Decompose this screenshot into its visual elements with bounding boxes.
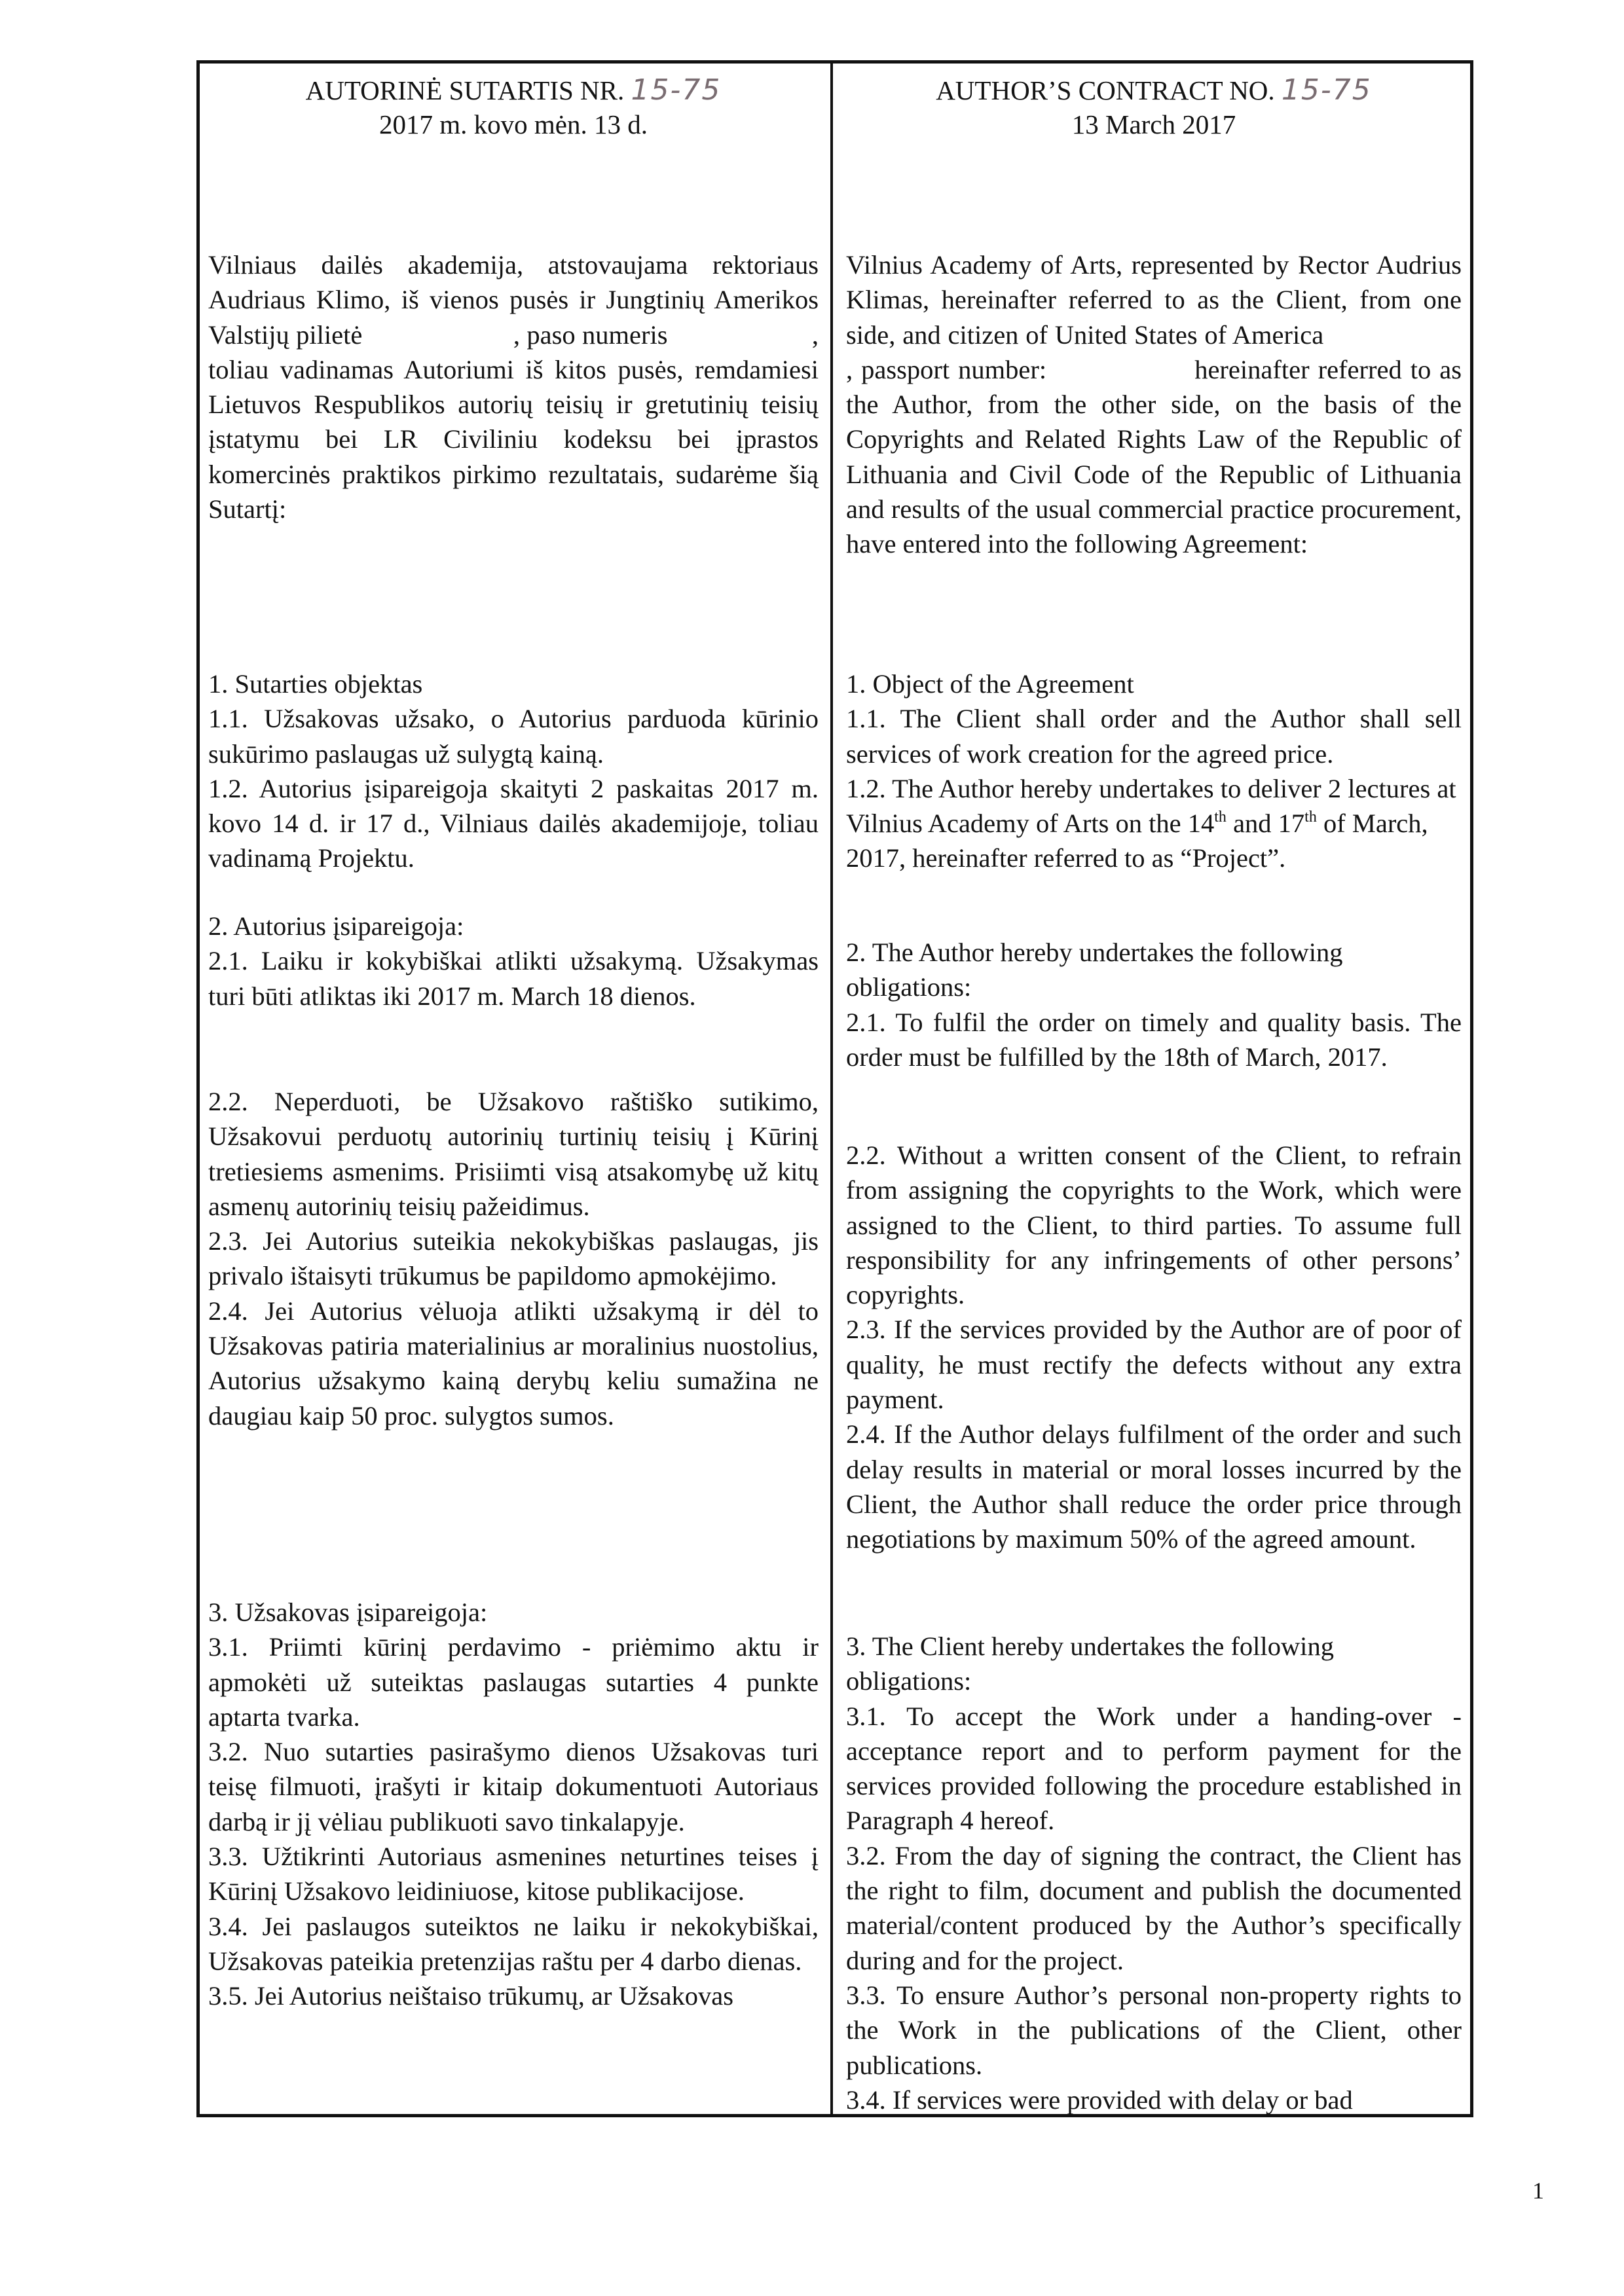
- left-intro: [208, 247, 819, 526]
- left-handwritten-number: 15-75: [631, 73, 722, 107]
- right-intro-part1: Vilnius Academy of Arts, represented by Rector Audrius Klimas, hereinafter referred to as the Client, from one side, and citizen of United States of America: [846, 250, 1462, 350]
- clause: 1.2. Autorius įsipareigoja skaityti 2 paskaitas 2017 m. kovo 14 d. ir 17 d., Vilniaus dailės akademijoje, toliau vadinamą Projektu.: [208, 773, 819, 873]
- clause: 3.4. If services were provided with delay or bad: [846, 2085, 1353, 2115]
- right-intro-part2: , passport number:: [846, 354, 1047, 384]
- clause: 2.2. Without a written consent of the Client, to refrain from assigning the copyrights to the Work, which were assigned to the Client, to third parties. To assume full responsibility for any infringements of other persons’ copyrights.: [846, 1140, 1462, 1310]
- clause: 3.5. Jei Autorius neištaiso trūkumų, ar Užsakovas: [208, 1981, 734, 2011]
- page-number: 1: [1532, 2178, 1544, 2204]
- clause: 2.1. Laiku ir kokybiškai atlikti užsakymą. Užsakymas turi būti atliktas iki 2017 m. March 18 dienos.: [208, 946, 819, 1011]
- clause: 2.2. Neperduoti, be Užsakovo raštiško sutikimo, Užsakovui perduotų autorinių turtinių teisių į Kūrinį tretiesiems asmenims. Prisiimti visą atsakomybę už kitų asmenų autorinių teisių pažeidimus.: [208, 1087, 819, 1221]
- clause: 3.2. From the day of signing the contract, the Client has the right to film, document and publish the documented material/content produced by the Author’s specifically during and for the project.: [846, 1840, 1462, 1975]
- section-heading: 2. The Author hereby undertakes the following obligations:: [846, 938, 1343, 1002]
- right-contract-date: 13 March 2017: [1071, 109, 1236, 139]
- clause: 1.1. Užsakovas užsako, o Autorius parduoda kūrinio sukūrimo paslaugas už sulygtą kainą.: [208, 704, 819, 769]
- clause-text: 1.2. The Author hereby undertakes to deliver 2 lectures at Vilnius Academy of Arts on the 14: [846, 773, 1456, 839]
- clause: 2.1. To fulfil the order on timely and quality basis. The order must be fulfilled by the 18th of March, 2017.: [846, 1007, 1462, 1072]
- section-heading: 1. Object of the Agreement: [846, 669, 1134, 699]
- section-heading: 2. Autorius įsipareigoja:: [208, 911, 464, 941]
- left-section-3: [208, 1595, 819, 2014]
- left-contract-date: 2017 m. kovo mėn. 13 d.: [379, 109, 648, 139]
- clause-text: and 17: [1226, 809, 1305, 839]
- clause: [846, 771, 1462, 876]
- section-heading: 3. The Client hereby undertakes the following obligations:: [846, 1631, 1334, 1696]
- left-contract-title: AUTORINĖ SUTARTIS NR.: [305, 75, 625, 105]
- left-section-2: [208, 909, 819, 1013]
- right-section-1: [846, 666, 1462, 876]
- clause: 2.3. Jei Autorius suteikia nekokybiškas paslaugas, jis privalo ištaisyti trūkumus be papildomo apmokėjimo.: [208, 1226, 819, 1291]
- left-intro-part2: , paso numeris: [513, 319, 668, 350]
- superscript: th: [1214, 809, 1227, 826]
- right-contract-title: AUTHOR’S CONTRACT NO.: [936, 75, 1275, 105]
- clause: 2.4. Jei Autorius vėluoja atlikti užsakymą ir dėl to Užsakovas patiria materialinius ar moralinius nuostolius, Autorius užsakymo kainą derybų keliu sumažina ne daugiau kaip 50 proc. sulygtos sumos.: [208, 1296, 819, 1430]
- column-divider: [830, 60, 833, 2117]
- section-heading: 1. Sutarties objektas: [208, 669, 423, 699]
- section-heading: 3. Užsakovas įsipareigoja:: [208, 1597, 488, 1627]
- clause-text: of March, 2017, hereinafter referred to as “Project”.: [846, 809, 1428, 873]
- right-intro: [846, 247, 1462, 562]
- right-section-3: [846, 1629, 1462, 2117]
- clause: 3.4. Jei paslaugos suteiktos ne laiku ir nekokybiškai, Užsakovas pateikia pretenzijas raštu per 4 darbo dienas.: [208, 1911, 819, 1976]
- right-title-block: [846, 73, 1462, 141]
- right-handwritten-number: 15-75: [1281, 73, 1372, 107]
- clause: 1.1. The Client shall order and the Author shall sell services of work creation for the agreed price.: [846, 704, 1462, 769]
- clause: 3.3. To ensure Author’s personal non-property rights to the Work in the publications of the Client, other publications.: [846, 1980, 1462, 2080]
- clause: 3.3. Užtikrinti Autoriaus asmenines neturtines teises į Kūrinį Užsakovo leidiniuose, kitose publikacijose.: [208, 1842, 819, 1906]
- left-section-2-cont: [208, 1084, 819, 1433]
- clause: 3.2. Nuo sutarties pasirašymo dienos Užsakovas turi teisę filmuoti, įrašyti ir kitaip dokumentuoti Autoriaus darbą ir jį vėliau publikuoti savo tinkalapyje.: [208, 1737, 819, 1836]
- clause: 3.1. To accept the Work under a handing-over - acceptance report and to perform payment for the services provided following the procedure established in Paragraph 4 hereof.: [846, 1701, 1462, 1836]
- left-intro-part3: , toliau vadinamas Autoriumi iš kitos pusės, remdamiesi Lietuvos Respublikos autorių teisių ir gretutinių teisių įstatymu bei LR Civiliniu kodeksu bei įprastos komercinės praktikos pirkimo rezultatais, sudarėme šią Sutartį:: [208, 319, 819, 524]
- left-title-block: [208, 73, 819, 141]
- superscript: th: [1304, 809, 1317, 826]
- left-section-1: [208, 666, 819, 876]
- right-section-2-cont: [846, 1138, 1462, 1557]
- right-intro-part3: hereinafter referred to as the Author, from the other side, on the basis of the Copyrights and Related Rights Law of the Republic of Lithuania and Civil Code of the Republic of Lithuania and results of the usual commercial practice procurement, have entered into the following Agreement:: [846, 354, 1462, 559]
- right-section-2: [846, 935, 1462, 1074]
- clause: 2.3. If the services provided by the Author are of poor of quality, he must rectify the defects without any extra payment.: [846, 1315, 1462, 1415]
- clause: 2.4. If the Author delays fulfilment of the order and such delay results in material or moral losses incurred by the Client, the Author shall reduce the order price through negotiations by maximum 50% of the agreed amount.: [846, 1419, 1462, 1554]
- left-intro-part1: Vilniaus dailės akademija, atstovaujama rektoriaus Audriaus Klimo, iš vienos pusės ir Jungtinių Amerikos Valstijų pilietė: [208, 250, 819, 350]
- clause: 3.1. Priimti kūrinį perdavimo - priėmimo aktu ir apmokėti už suteiktas paslaugas sutarties 4 punkte aptarta tvarka.: [208, 1632, 819, 1732]
